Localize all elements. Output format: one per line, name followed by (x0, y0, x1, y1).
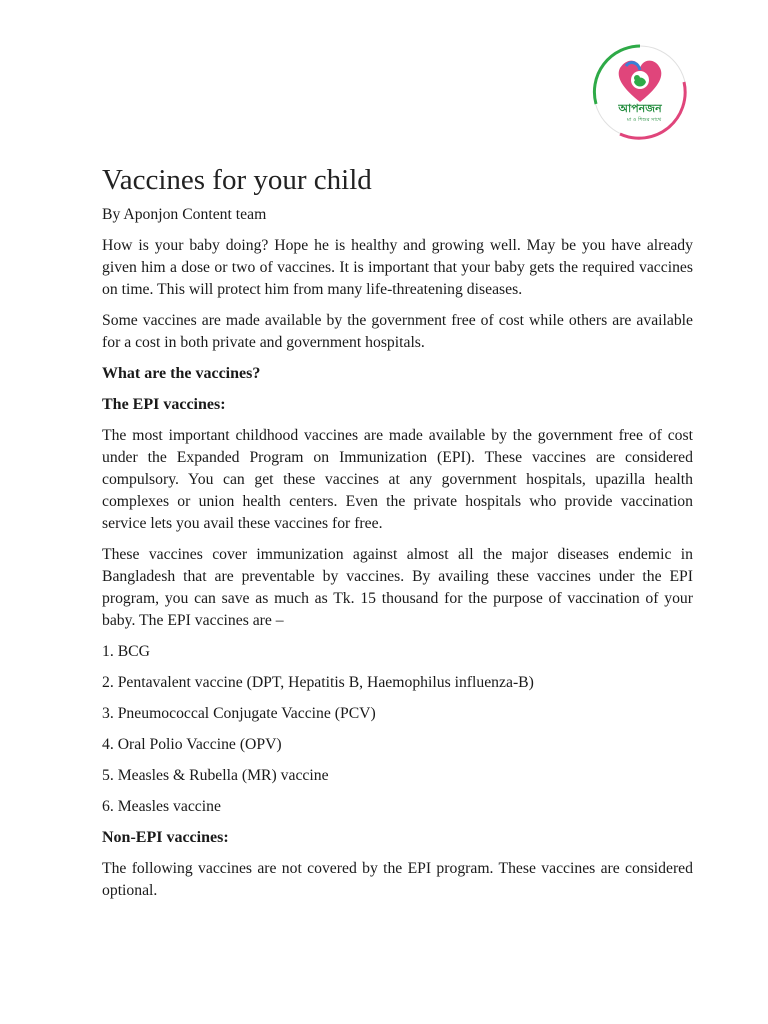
logo-emblem-icon (590, 42, 690, 142)
logo-wordmark: আপনজন (618, 102, 662, 115)
heading-non-epi-vaccines: Non-EPI vaccines: (102, 829, 229, 846)
epi-vaccine-list (102, 641, 693, 818)
list-item: 3. Pneumococcal Conjugate Vaccine (PCV) (102, 705, 376, 722)
article-byline: By Aponjon Content team (102, 206, 267, 223)
intro-paragraph-1: How is your baby doing? Hope he is healthy and growing well. May be you have already given him a dose or two of vaccines. It is important that your baby gets the required vaccines on time. This will protect him from many life-threatening diseases. (102, 237, 693, 298)
epi-paragraph-1: The most important childhood vaccines are made available by the government free of cost under the Expanded Program on Immunization (EPI). These vaccines are considered compulsory. You can get these vaccines at any government hospitals, upazilla health complexes or union health centers. Even the private hospitals who provide vaccination service lets you avail these vaccines for free. (102, 427, 693, 532)
non-epi-paragraph: The following vaccines are not covered by the EPI program. These vaccines are considered optional. (102, 860, 693, 899)
article-title: Vaccines for your child (102, 164, 372, 196)
logo-subtext: মা ও শিশুর সাথে (626, 117, 662, 123)
list-item: 2. Pentavalent vaccine (DPT, Hepatitis B, Haemophilus influenza-B) (102, 674, 534, 691)
list-item: 6. Measles vaccine (102, 798, 221, 815)
aponjon-logo (590, 42, 690, 142)
list-item: 5. Measles & Rubella (MR) vaccine (102, 767, 329, 784)
heading-what-are-vaccines: What are the vaccines? (102, 365, 261, 382)
intro-paragraph-2: Some vaccines are made available by the government free of cost while others are available for a cost in both private and government hospitals. (102, 312, 693, 351)
article (102, 160, 693, 911)
heading-epi-vaccines: The EPI vaccines: (102, 396, 226, 413)
list-item: 1. BCG (102, 643, 150, 660)
list-item: 4. Oral Polio Vaccine (OPV) (102, 736, 282, 753)
epi-paragraph-2: These vaccines cover immunization against almost all the major diseases endemic in Bangladesh that are preventable by vaccines. By availing these vaccines under the EPI program, you can save as much as Tk. 15 thousand for the purpose of vaccination of your baby. The EPI vaccines are – (102, 546, 693, 629)
